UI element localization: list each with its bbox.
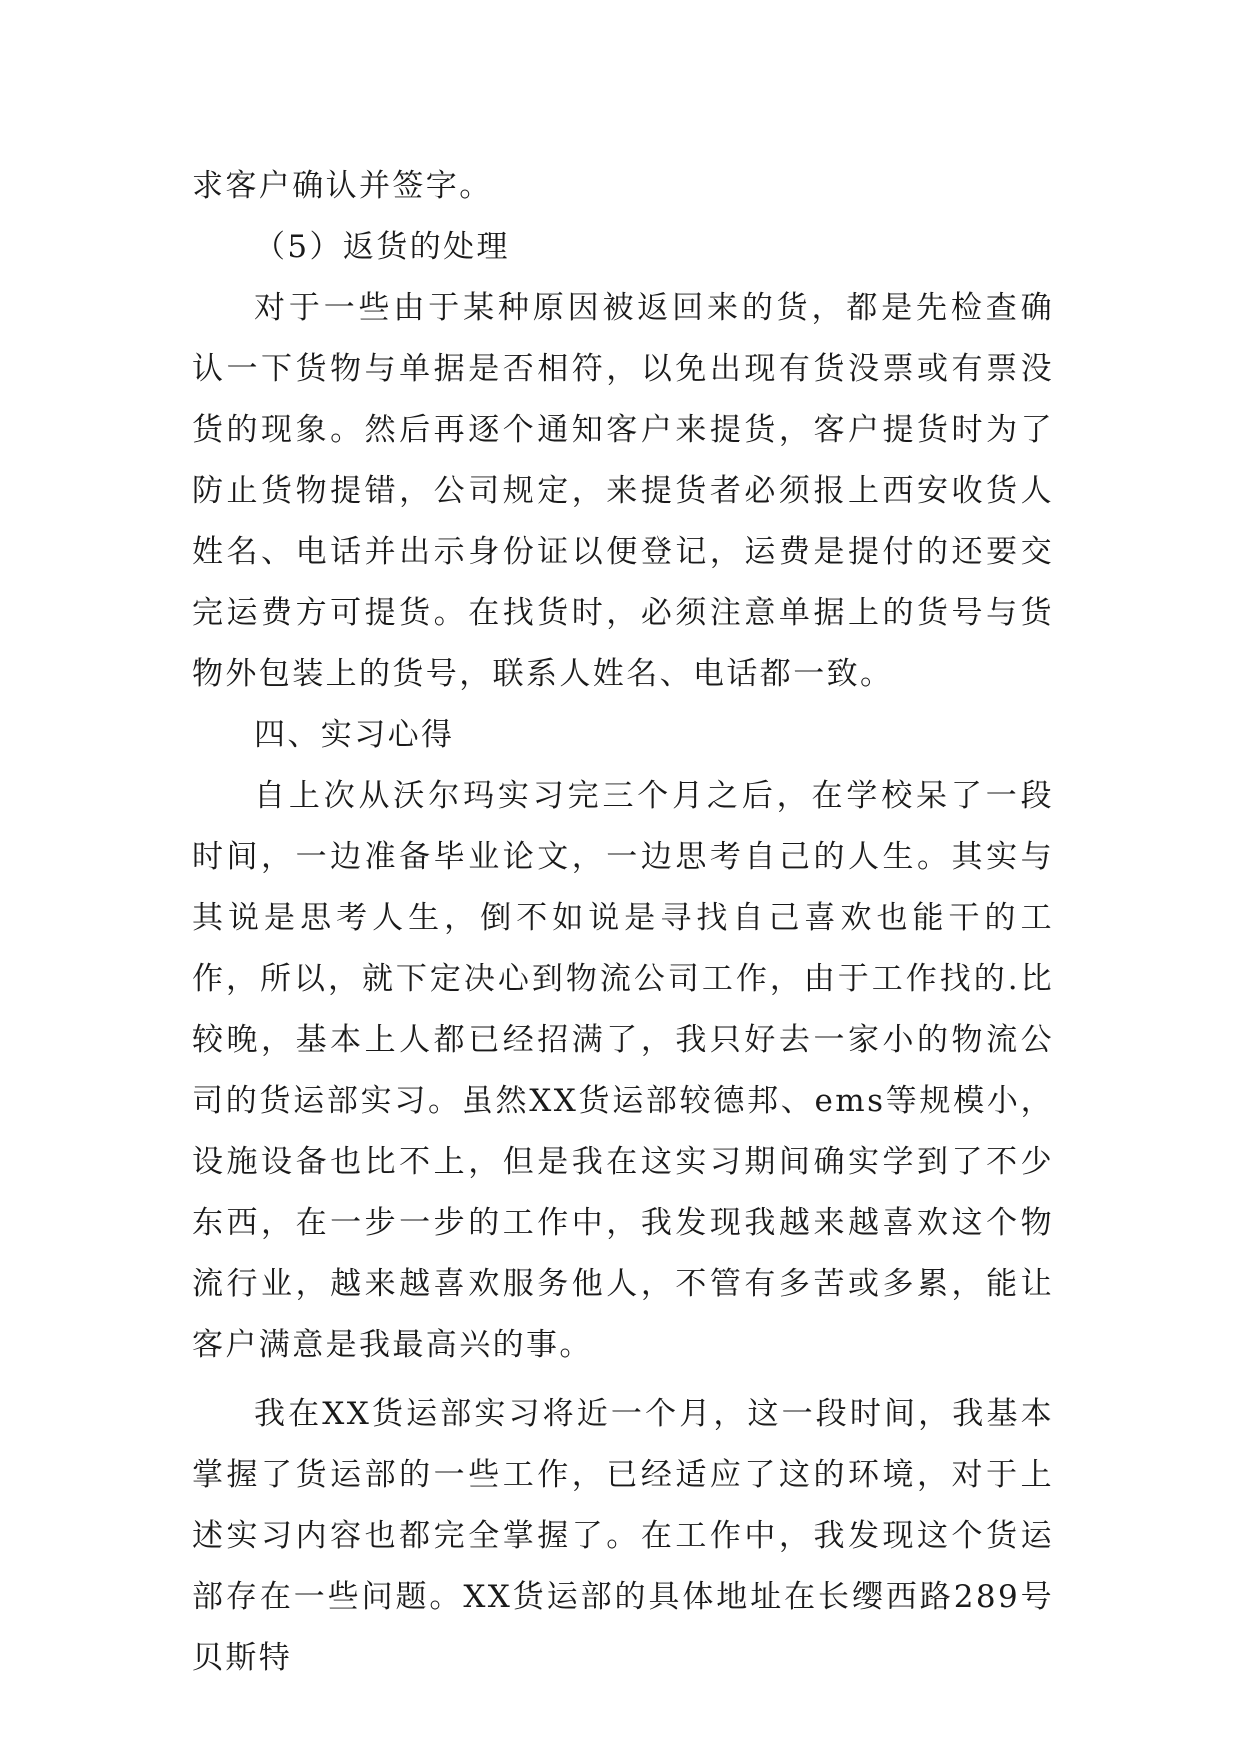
paragraph-gap (192, 1376, 1054, 1384)
paragraph-returns: 对于一些由于某种原因被返回来的货，都是先检查确认一下货物与单据是否相符，以免出现有货没票或有票没货的现象。然后再逐个通知客户来提货，客户提货时为了防止货物提错，公司规定，来提货者必须报上西安收货人姓名、电话并出示身份证以便登记，运费是提付的还要交完运费方可提货。在找货时，必须注意单据上的货号与货物外包装上的货号，联系人姓名、电话都一致。 (192, 290, 1054, 692)
section-heading-experience: 四、实习心得 (254, 717, 455, 753)
paragraph-internship: 我在XX货运部实习将近一个月，这一段时间，我基本掌握了货运部的一些工作，已经适应了这的环境，对于上述实习内容也都完全掌握了。在工作中，我发现这个货运部存在一些问题。XX货运部的具体地址在长缨西路289号贝斯特 (192, 1396, 1054, 1676)
continued-paragraph: 求客户确认并签字。 (192, 168, 493, 204)
document-body (192, 156, 1054, 1689)
section-heading-returns: （5）返货的处理 (254, 229, 510, 265)
paragraph-experience: 自上次从沃尔玛实习完三个月之后，在学校呆了一段时间，一边准备毕业论文，一边思考自己的人生。其实与其说是思考人生，倒不如说是寻找自己喜欢也能干的工作，所以，就下定决心到物流公司工作，由于工作找的.比较晚，基本上人都已经招满了，我只好去一家小的物流公司的货运部实习。虽然XX货运部较德邦、ems等规模小，设施设备也比不上，但是我在这实习期间确实学到了不少东西，在一步一步的工作中，我发现我越来越喜欢这个物流行业，越来越喜欢服务他人，不管有多苦或多累，能让客户满意是我最高兴的事。 (192, 778, 1054, 1363)
